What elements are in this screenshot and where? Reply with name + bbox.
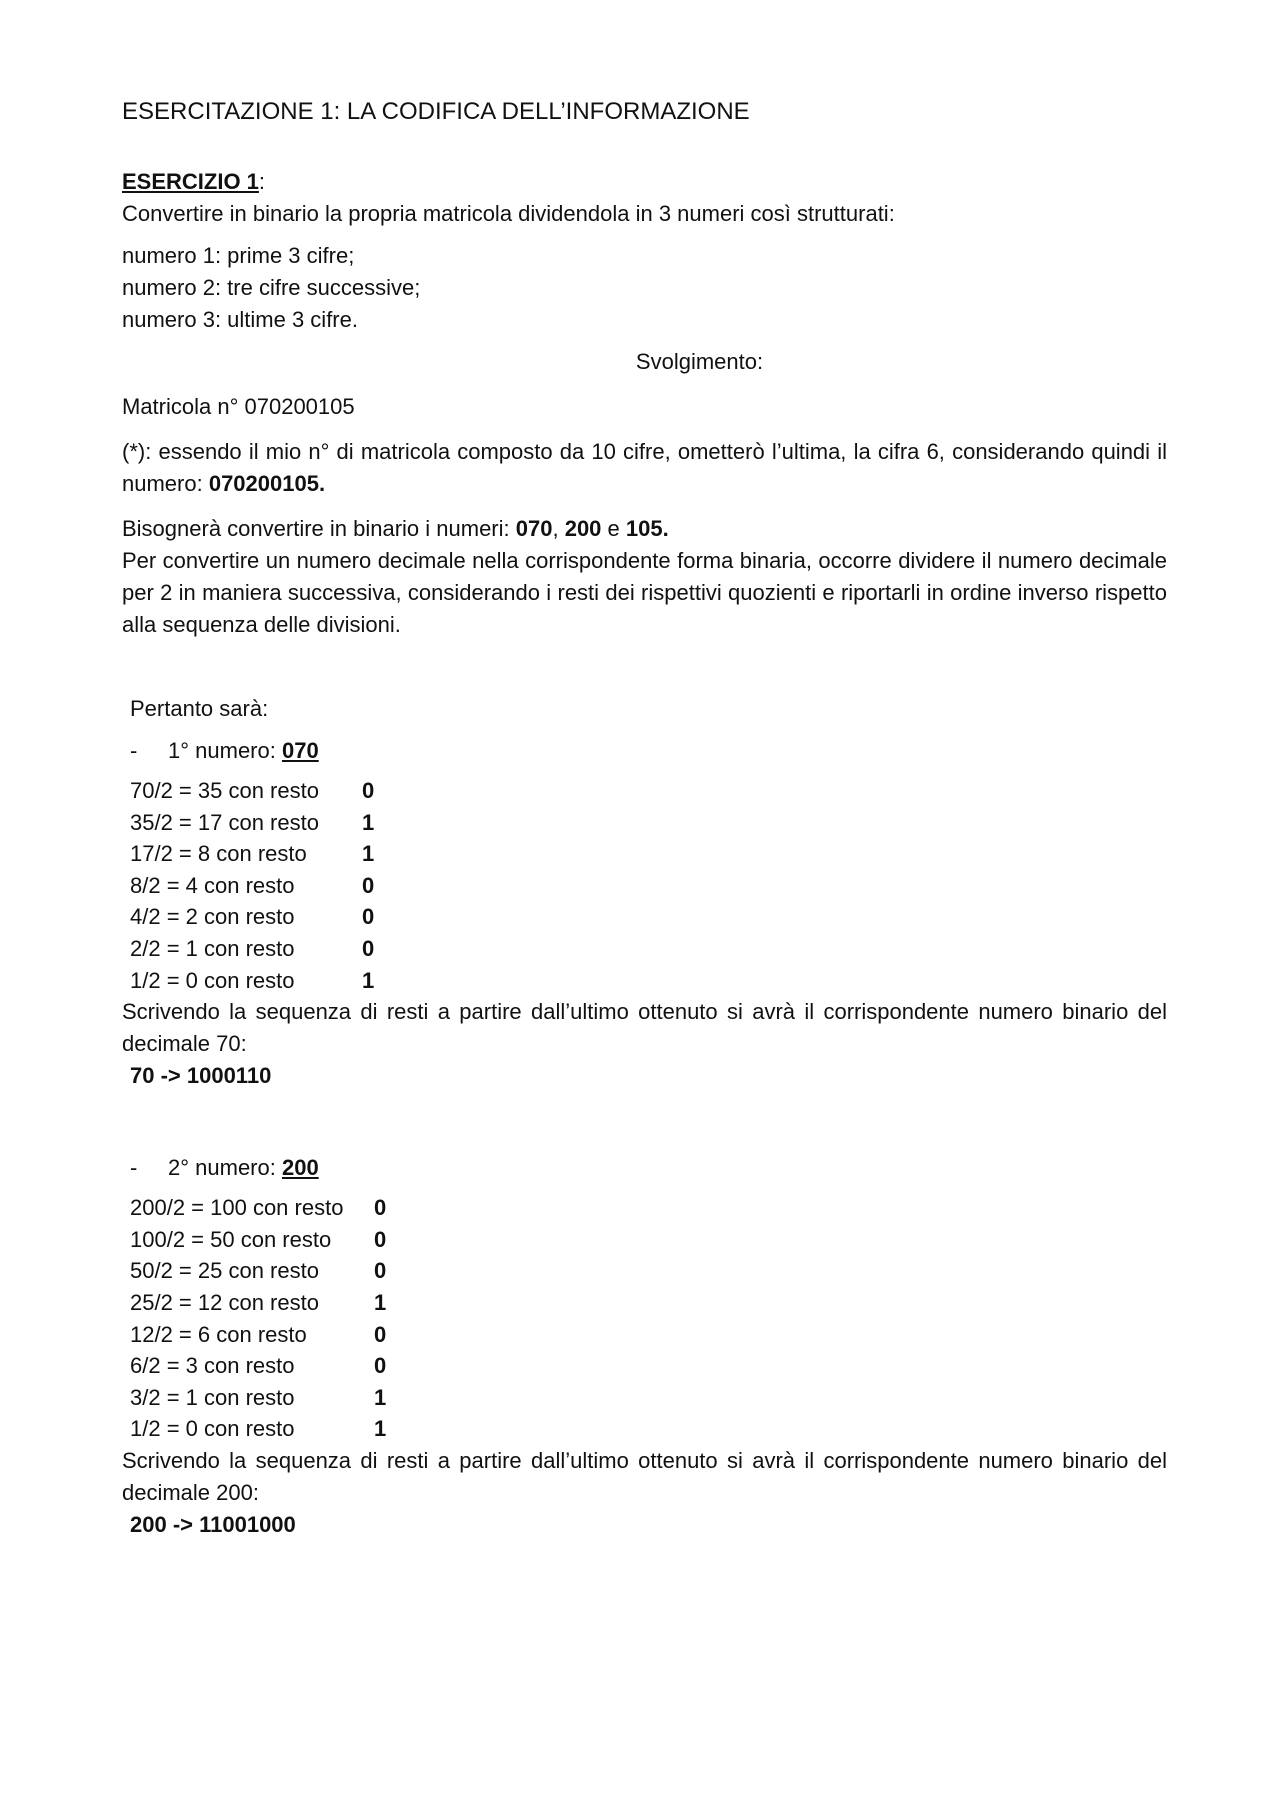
remainder: 1 [362,841,375,867]
convert-prefix: Bisognerà convertire in binario i numeri: [122,516,516,541]
document-title: ESERCITAZIONE 1: LA CODIFICA DELL’INFORMAZIONE [122,98,750,125]
division-step: 8/2 = 4 con resto [130,872,295,898]
remainder: 1 [362,809,375,835]
division-step: 35/2 = 17 con resto [130,809,319,835]
convert-number-3: 105. [625,516,669,541]
division-step: 1/2 = 0 con resto [130,967,295,993]
convert-sep-1: , [552,516,565,541]
division-step: 17/2 = 8 con resto [130,841,307,867]
exercise-item: numero 2: tre cifre successive; [122,275,421,300]
division-table-2 [130,1192,386,1445]
table-row [130,1192,386,1224]
remainder: 0 [362,904,375,930]
division-step: 2/2 = 1 con resto [130,935,295,961]
division-step: 4/2 = 2 con resto [130,904,295,930]
table-row [130,1382,386,1414]
remainder: 0 [374,1195,387,1221]
remainder: 0 [362,935,375,961]
table-row [130,901,374,933]
matricola-line: Matricola n° 070200105 [122,394,355,419]
table-row [130,933,374,965]
remainder: 0 [362,872,375,898]
number-2-heading [122,1152,1167,1184]
note-number: 070200105. [208,471,326,496]
bullet-dash: - [130,738,138,763]
method-paragraph: Per convertire un numero decimale nella corrispondente forma binaria, occorre dividere il numero decimale per 2 in maniera successiva, considerando i resti dei rispettivi quozienti e riportarli in ordine inverso rispetto alla sequenza delle divisioni. [122,548,1167,637]
convert-sep-2: e [601,516,626,541]
number-2-result: 200 -> 11001000 [130,1511,296,1537]
matricola-note [122,436,1167,500]
table-row [130,807,374,839]
division-step: 200/2 = 100 con resto [130,1195,344,1221]
division-step: 25/2 = 12 con resto [130,1289,319,1315]
number-1-result: 70 -> 1000110 [130,1063,272,1089]
remainder: 0 [374,1258,387,1284]
number-1-value: 070 [281,738,319,763]
number-1-summary: Scrivendo la sequenza di resti a partire dall’ultimo ottenuto si avrà il corrispondente numero binario del decimale 70: [122,999,1167,1057]
table-row [130,1350,386,1382]
table-row [130,1319,386,1351]
exercise-prompt: Convertire in binario la propria matricola dividendola in 3 numeri così strutturati: [122,201,895,226]
convert-line [122,513,1167,545]
document-page [122,96,1167,1541]
division-step: 1/2 = 0 con resto [130,1416,295,1442]
division-table-1 [130,775,374,996]
solution-heading: Svolgimento: [635,349,764,374]
pertanto-line: Pertanto sarà: [130,696,269,721]
remainder: 1 [374,1289,387,1315]
division-step: 12/2 = 6 con resto [130,1321,307,1347]
exercise-heading [122,166,1167,198]
remainder: 1 [362,967,375,993]
table-row [130,1287,386,1319]
number-2-label: 2° numero: [168,1155,276,1181]
remainder: 0 [362,778,375,803]
table-row [130,1224,386,1256]
division-step: 6/2 = 3 con resto [130,1353,295,1379]
exercise-colon: : [258,169,266,194]
convert-number-1: 070 [515,516,553,541]
table-row [130,965,374,997]
note-text: (*): essendo il mio n° di matricola composto da 10 cifre, ometterò l’ultima, la cifra 6, considerando quindi il numero: [122,439,1167,496]
table-row [130,870,374,902]
division-step: 100/2 = 50 con resto [130,1226,332,1252]
division-step: 50/2 = 25 con resto [130,1258,319,1284]
remainder: 0 [374,1226,387,1252]
remainder: 0 [374,1321,387,1347]
table-row [130,775,374,807]
remainder: 1 [374,1384,387,1410]
remainder: 1 [374,1416,387,1442]
division-step: 3/2 = 1 con resto [130,1384,295,1410]
bullet-dash: - [130,1155,138,1181]
exercise-label: ESERCIZIO 1 [122,169,259,194]
remainder: 0 [374,1353,387,1379]
exercise-items [122,240,1167,336]
number-1-heading [122,735,1167,767]
exercise-item: numero 1: prime 3 cifre; [122,243,355,268]
exercise-item: numero 3: ultime 3 cifre. [122,307,358,332]
table-row [130,838,374,870]
number-2-summary: Scrivendo la sequenza di resti a partire dall’ultimo ottenuto si avrà il corrispondente numero binario del decimale 200: [122,1447,1167,1505]
convert-number-2: 200 [564,516,602,541]
number-2-value: 200 [281,1155,319,1181]
number-1-label: 1° numero: [168,738,276,763]
table-row [130,1413,386,1445]
division-step: 70/2 = 35 con resto [130,778,319,803]
table-row [130,1255,386,1287]
